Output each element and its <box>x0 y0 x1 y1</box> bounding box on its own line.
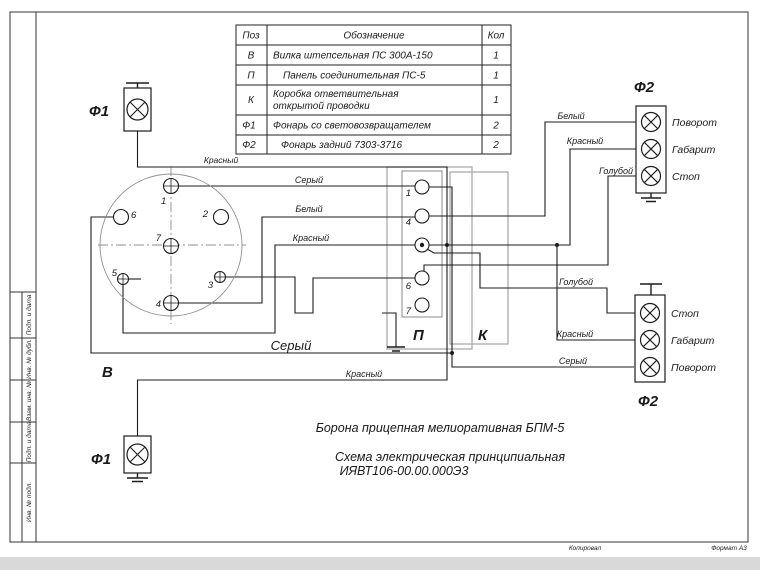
table-row <box>242 140 499 151</box>
f2-top-ground-symbol <box>641 193 661 202</box>
plug-label-B: В <box>102 364 113 381</box>
stamp-label-podp-data-1: Подп. и дата <box>26 294 33 336</box>
wire-red-f1-bus <box>138 131 448 436</box>
row-qty: 1 <box>493 95 499 106</box>
wire-red-to-bottom-marker <box>557 245 635 340</box>
table-row <box>242 121 499 132</box>
panel-pin-1-number: 1 <box>405 188 411 199</box>
wire-white-plug4-to-panel4 <box>179 217 416 303</box>
lamp-f1-top <box>89 83 151 131</box>
plug-pin-2-number: 2 <box>202 209 208 220</box>
row-designation: Фонарь со световозвращателем <box>273 120 431 132</box>
wire-label-white-top: Белый <box>557 111 585 121</box>
plug-connector-B <box>98 166 246 381</box>
junction-dot <box>555 243 559 247</box>
panel-pin-6 <box>415 271 429 285</box>
drawing-title: Борона прицепная мелиоративная БПМ-5 <box>315 421 565 435</box>
wire-label-white-1: Белый <box>295 204 323 214</box>
wire-panel-ground-stem <box>382 313 396 347</box>
row-designation: Вилка штепсельная ПС 300А-150 <box>273 50 433 62</box>
f1-bottom-ground-symbol <box>127 473 148 482</box>
lamp-f2-bottom <box>635 284 716 410</box>
row-qty: 1 <box>493 50 499 62</box>
col-header-pos: Поз <box>242 30 260 42</box>
table-row <box>248 51 499 62</box>
row-pos: П <box>247 70 255 82</box>
junction-dot <box>450 351 454 355</box>
table-row <box>247 71 498 82</box>
plug-pin-6 <box>114 210 129 225</box>
table-row <box>248 88 499 112</box>
f2-top-label: Ф2 <box>634 79 655 96</box>
spec-table <box>236 25 511 154</box>
row-qty: 2 <box>493 120 499 132</box>
wire-label-gray-bottom: Серый <box>558 356 588 366</box>
junction-dot <box>445 243 449 247</box>
wire-label-blue-top: Голубой <box>599 166 633 176</box>
wire-label-red-1: Красный <box>292 233 330 243</box>
row-pos: Ф2 <box>242 140 256 151</box>
f1-top-terminal-bar <box>126 83 149 88</box>
f2-bottom-terminal-bar <box>640 284 662 295</box>
copied-label: Копировал <box>568 545 602 552</box>
scan-edge-strip <box>0 557 760 570</box>
plug-pin-5-number: 5 <box>111 268 117 279</box>
drawing-subtitle: Схема электрическая принципиальная <box>334 450 566 464</box>
wire-blue-panel6-to-top-stop <box>424 176 636 272</box>
row-pos: В <box>247 50 255 62</box>
panel-pin-4 <box>415 209 429 223</box>
drawing-doc-number: ИЯВТ106-00.00.000Э3 <box>339 464 469 478</box>
f2-top-stop-label: Стоп <box>672 171 700 183</box>
wire-label-red-f1-top: Красный <box>203 155 239 165</box>
drawing-titles <box>316 421 566 478</box>
row-qty: 1 <box>493 70 499 82</box>
f2-bottom-marker-label: Габарит <box>671 335 715 347</box>
f2-top-turn-label: Поворот <box>672 117 717 129</box>
stamp-label-podp-data-2: Подп. и дата <box>26 421 33 463</box>
plug-pin-2 <box>214 210 229 225</box>
row-designation: Коробка ответвительная <box>273 89 399 100</box>
row-designation: Панель соединительная ПС-5 <box>283 70 426 82</box>
wire-label-gray-big: Серый <box>270 338 312 353</box>
f1-bottom-label: Ф1 <box>91 451 112 468</box>
panel-pin-7 <box>415 298 429 312</box>
plug-pin-3-number: 3 <box>207 280 213 291</box>
wire-label-red-bottom-bus: Красный <box>345 369 383 379</box>
panel-pin-mid-junction <box>420 243 424 247</box>
f2-top-marker-label: Габарит <box>672 144 716 156</box>
stamp-label-inv-podl: Инв. № подл. <box>26 481 33 523</box>
stamp-label-inv-dubl: Инв. № дубл. <box>26 339 33 379</box>
row-qty: 2 <box>493 140 499 151</box>
plug-pin-4-number: 4 <box>155 299 161 310</box>
panel-pin-6-number: 6 <box>405 281 411 292</box>
wire-label-gray-1: Серый <box>294 175 324 185</box>
row-designation-line2: открытой проводки <box>273 101 370 112</box>
row-pos: К <box>248 95 254 106</box>
wire-label-blue-bottom: Голубой <box>559 277 593 287</box>
f2-bottom-turn-label: Поворот <box>671 362 716 374</box>
f2-bottom-stop-label: Стоп <box>671 308 699 320</box>
lamp-f2-top <box>634 79 717 202</box>
wire-red-panel-to-top-marker <box>429 149 636 245</box>
wire-blue-to-bottom-stop <box>427 249 635 313</box>
f2-bottom-label: Ф2 <box>638 393 659 410</box>
plug-pin-6-number: 6 <box>131 210 137 221</box>
row-designation: Фонарь задний 7303-3716 <box>281 140 403 151</box>
plug-pin-7-number: 7 <box>155 233 161 244</box>
branch-box-housing <box>450 172 508 344</box>
panel-label-P: П <box>413 327 424 344</box>
panel-pin-4-number: 4 <box>405 217 411 228</box>
panel-housing <box>387 167 472 349</box>
wire-red-plug5-to-panel-mid <box>123 245 415 333</box>
box-label-K: К <box>478 327 488 344</box>
lamp-f1-bottom <box>91 436 151 482</box>
format-label: Формат А3 <box>711 545 747 552</box>
f1-top-label: Ф1 <box>89 103 110 120</box>
panel-pin-7-number: 7 <box>405 306 411 317</box>
stamp-label-vzam-inv: Взам. инв. № <box>26 380 33 422</box>
panel-pin-1 <box>415 180 429 194</box>
wiring <box>91 122 636 436</box>
wire-label-red-bottom: Красный <box>556 329 594 339</box>
row-pos: Ф1 <box>242 120 256 132</box>
plug-pin-1-number: 1 <box>161 196 167 207</box>
col-header-designation: Обозначение <box>343 30 405 42</box>
wire-label-red-top: Красный <box>566 136 604 146</box>
col-header-qty: Кол <box>487 30 505 42</box>
